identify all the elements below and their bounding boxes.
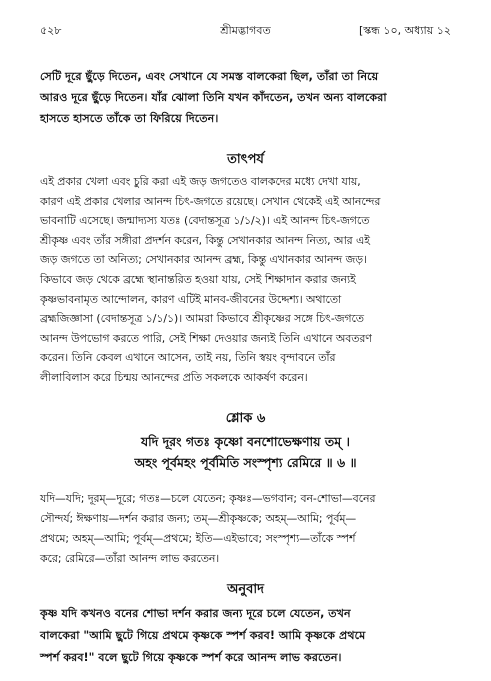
translation-line: কৃষ্ণ যদি কখনও বনের শোভা দর্শন করার জন্য দূরে চলে যেতেন, তখন — [40, 607, 351, 620]
purport-line: জড় জগতে তা অনিত্য; সেখানকার আনন্দ ব্রহ্ম, কিন্তু এখানকার আনন্দ জড়। — [40, 253, 367, 267]
purport-line: কিভাবে জড় থেকে ব্রহ্মে স্থানান্তরিত হওয়া যায়, সেই শিক্ষাদান করার জন্যই — [40, 272, 356, 286]
synonym-line: প্রথমে; অহম্—আমি; পূর্বম্—প্রথমে; ইতি—এইভাবে; সংস্পৃশ্য—তাঁকে স্পর্শ — [40, 532, 356, 545]
chapter-reference: [স্কন্ধ ১০, অধ্যায় ১২ — [358, 24, 451, 37]
page-header — [40, 22, 451, 38]
verse-line: যদি দূরং গতঃ কৃষ্ণো বনশোভেক্ষণায় তম্ । — [140, 434, 351, 449]
book-title: শ্রীমদ্ভাগবত — [220, 24, 271, 37]
intro-paragraph — [40, 66, 451, 129]
translation-line: বালকেরা "আমি ছুটে গিয়ে প্রথমে কৃষ্ণকে স্পর্শ করব! আমি কৃষ্ণকে প্রথমে — [40, 629, 366, 642]
purport-line: আনন্দ উপভোগ করতে পারি, সেই শিক্ষা দেওয়ার জন্যই তিনি এখানে অবতরণ — [40, 331, 372, 345]
translation-paragraph — [40, 603, 451, 669]
purport-line: ব্রহ্মজিজ্ঞাসা (বেদান্তসূত্র ১/১/১)। আমরা কিভাবে শ্রীকৃষ্ণের সঙ্গে চিৎ-জগতে — [40, 312, 364, 326]
purport-line: লীলাবিলাস করে চিন্ময় আনন্দের প্রতি সকলকে আকর্ষণ করেন। — [40, 370, 308, 384]
intro-line: সেটি দূরে ছুঁড়ে দিতেন, এবং সেখানে যে সমস্ত বালকেরা ছিল, তাঁরা তা নিয়ে — [40, 70, 379, 83]
synonym-line: করে; রেমিরে—তাঁরা আনন্দ লাভ করতেন। — [40, 552, 220, 565]
purport-heading: তাৎপর্য — [227, 152, 264, 167]
synonyms-paragraph — [40, 489, 451, 569]
synonym-line: যদি—যদি; দূরম্—দূরে; গতঃ—চলে যেতেন; কৃষ্ণঃ—ভগবান; বন-শোভা—বনের — [40, 492, 376, 505]
synonym-line: সৌন্দর্য; ঈক্ষণায়—দর্শন করার জন্য; তম্—শ্রীকৃষ্ণকে; অহম্—আমি; পূর্বম্— — [40, 512, 357, 525]
purport-paragraph — [40, 172, 451, 388]
translation-heading: অনুবাদ — [227, 582, 264, 597]
intro-line: আরও দূরে ছুঁড়ে দিতেন। যাঁর ঝোলা তিনি যখন কাঁদতেন, তখন অন্য বালকেরা — [40, 91, 387, 104]
purport-line: করেন। তিনি কেবল এখানে আসেন, তাই নয়, তিনি স্বয়ং বৃন্দাবনে তাঁর — [40, 351, 336, 365]
purport-line: ভাবনাটি এসেছে। জন্মাদ্যস্য যতঃ (বেদান্তসূত্র ১/১/২)। এই আনন্দ চিৎ-জগতে — [40, 214, 370, 228]
purport-line: এই প্রকার খেলা এবং চুরি করা এই জড় জগতেও বালকদের মধ্যে দেখা যায়, — [40, 175, 361, 188]
translation-line: স্পর্শ করব!" বলে ছুটে গিয়ে কৃষ্ণকে স্পর্শ করে আনন্দ লাভ করতেন। — [40, 651, 342, 664]
intro-line: হাসতে হাসতে তাঁকে তা ফিরিয়ে দিতেন। — [40, 112, 219, 125]
purport-line: কৃষ্ণভাবনামৃত আন্দোলন, কারণ এটিই মানব-জীবনের উদ্দেশ্য। অথাতো — [40, 292, 342, 306]
verse-label: শ্লোক ৬ — [225, 411, 266, 426]
purport-line: কারণ এই প্রকার খেলার আনন্দ চিৎ-জগতে রয়েছে। সেখান থেকেই এই আনন্দের — [40, 194, 381, 208]
page-number: ৫২৮ — [40, 24, 62, 37]
verse-line: অহং পূর্বমহং পূর্বমিতি সংস্পৃশ্য রেমিরে ॥ ৬ ॥ — [134, 455, 357, 470]
purport-line: শ্রীকৃষ্ণ এবং তাঁর সঙ্গীরা প্রদর্শন করেন, কিন্তু সেখানকার আনন্দ নিত্য, আর এই — [40, 233, 370, 247]
